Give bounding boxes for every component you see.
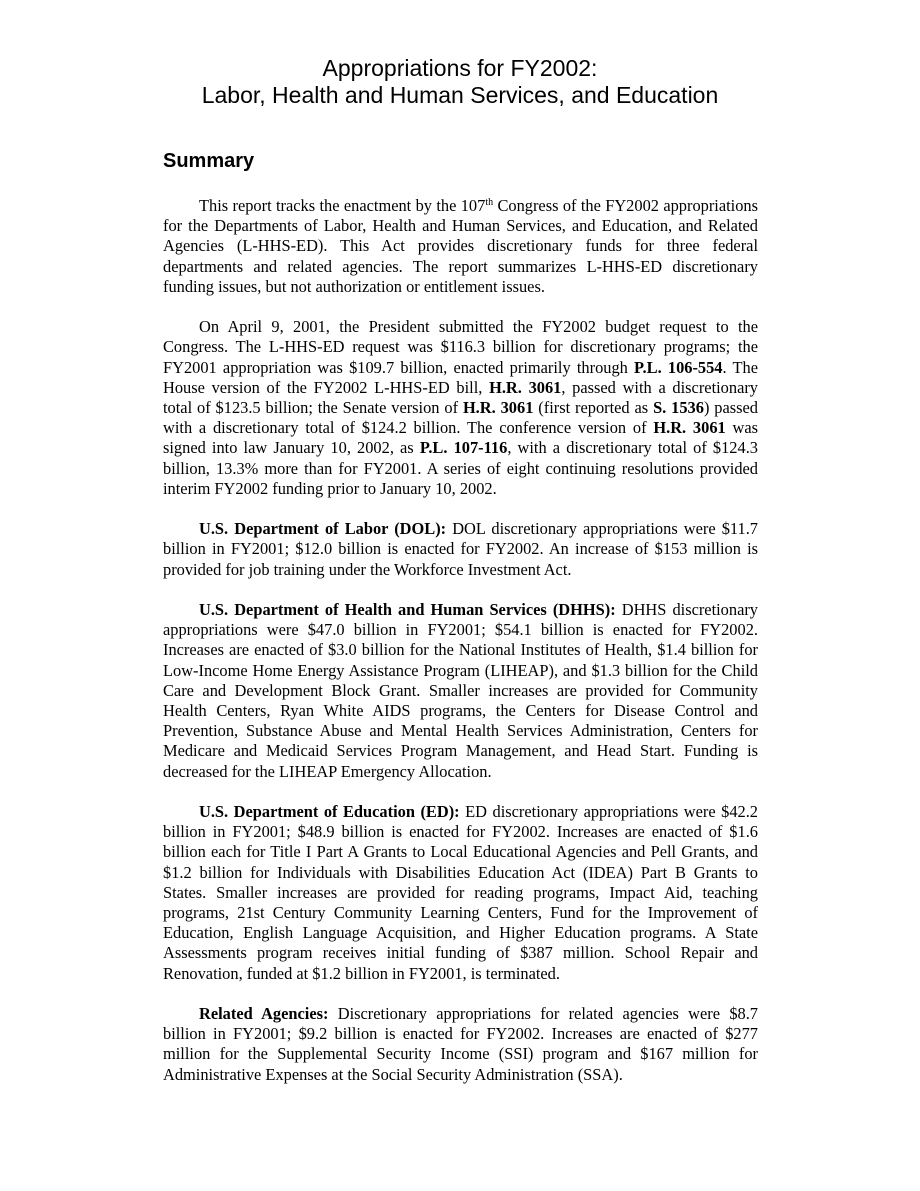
summary-body xyxy=(163,196,758,1085)
section-label: U.S. Department of Education (ED): xyxy=(199,802,460,822)
paragraph-budget-request: On April 9, 2001, the President submitted the FY2002 budget request to the Congress. The L-HHS-ED request was $116.3 billion for discretionary programs; the FY2001 appropriation was $109.7 billion, enacted primarily through P.L. 106-554. The House version of the FY2002 L-HHS-ED bill, H.R. 3061, passed with a discretionary total of $123.5 billion; the Senate version of H.R. 3061 (first reported as S. 1536) passed with a discretionary total of $124.2 billion. The conference version of H.R. 3061 was signed into law January 10, 2002, as P.L. 107-116, with a discretionary total of $124.3 billion, 13.3% more than for FY2001. A series of eight continuing resolutions provided interim FY2002 funding prior to January 10, 2002. xyxy=(163,317,758,498)
bill-ref: P.L. 107-116 xyxy=(419,438,508,458)
bill-ref: S. 1536 xyxy=(653,398,704,418)
bill-ref: H.R. 3061 xyxy=(653,418,726,438)
section-label: U.S. Department of Labor (DOL): xyxy=(199,519,447,539)
paragraph-ed: U.S. Department of Education (ED): ED discretionary appropriations were $42.2 billion in FY2001; $48.9 billion is enacted for FY2002. Increases are enacted of $1.6 billion each for Title I Part A Grants to Local Educational Agencies and Pell Grants, and $1.2 billion for Individuals with Disabilities Education Act (IDEA) Part B Grants to States. Smaller increases are provided for reading programs, Impact Aid, teaching programs, 21st Century Community Learning Centers, Fund for the Improvement of Education, English Language Acquisition, and Higher Education programs. A State Assessments program receives initial funding of $387 million. School Repair and Renovation, funded at $1.2 billion in FY2001, is terminated. xyxy=(163,802,759,983)
bill-ref: H.R. 3061 xyxy=(462,398,534,418)
paragraph-intro: This report tracks the enactment by the 107th Congress of the FY2002 appropriations for the Departments of Labor, Health and Human Services, and Education, and Related Agencies (L-HHS-ED). This Act provides discretionary funds for three federal departments and related agencies. The report summarizes L-HHS-ED discretionary funding issues, but not authorization or entitlement issues. xyxy=(163,196,758,296)
bill-ref: H.R. 3061 xyxy=(489,377,562,397)
title-line-2: Labor, Health and Human Services, and Education xyxy=(201,82,719,108)
summary-heading: Summary xyxy=(163,150,255,172)
paragraph-dhhs: U.S. Department of Health and Human Services (DHHS): DHHS discretionary appropriations were $47.0 billion in FY2001; $54.1 billion is enacted for FY2002. Increases are enacted of $3.0 billion for the National Institutes of Health, $1.4 billion for Low-Income Home Energy Assistance Program (LIHEAP), and $1.3 billion for the Child Care and Development Block Grant. Smaller increases are provided for Community Health Centers, Ryan White AIDS programs, the Centers for Disease Control and Prevention, Substance Abuse and Mental Health Services Administration, Centers for Medicare and Medicaid Services Program Management, and Head Start. Funding is decreased for the LIHEAP Emergency Allocation. xyxy=(163,600,759,781)
title-line-1: Appropriations for FY2002: xyxy=(322,55,598,81)
section-label: U.S. Department of Health and Human Services (DHHS): xyxy=(199,600,616,620)
paragraph-related-agencies: Related Agencies: Discretionary appropriations for related agencies were $8.7 billion in FY2001; $9.2 billion is enacted for FY2002. Increases are enacted of $277 million for the Supplemental Security Income (SSI) program and $167 million for Administrative Expenses at the Social Security Administration (SSA). xyxy=(163,1004,758,1084)
section-label: Related Agencies: xyxy=(199,1004,329,1024)
report-title xyxy=(0,55,920,109)
paragraph-dol: U.S. Department of Labor (DOL): DOL discretionary appropriations were $11.7 billion in FY2001; $12.0 billion is enacted for FY2002. An increase of $153 million is provided for job training under the Workforce Investment Act. xyxy=(163,519,758,579)
bill-ref: P.L. 106-554 xyxy=(634,357,723,377)
